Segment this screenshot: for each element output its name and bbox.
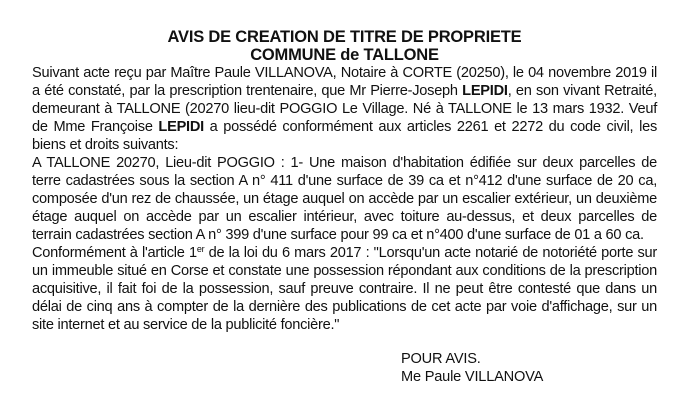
deed-text-part3: a possédé conformément aux articles 2261 et 2272 du code civil, les biens et droits suivants: [32,119,657,153]
signature-block [401,350,543,386]
ordinal-superscript: er [196,244,205,254]
owner-name: LEPIDI [462,83,508,99]
deed-text-part1: Suivant acte reçu par Maître Paule VILLANOVA, Notaire à CORTE (20250), le 04 novembre 2019 il a été constaté, par la prescription trentenaire, que Mr Pierre-Joseph [32,65,657,99]
paragraph-deed [32,64,657,154]
notice-body [32,64,657,334]
notice-title: AVIS DE CREATION DE TITRE DE PROPRIETE [167,28,522,46]
signature-notary: Me Paule VILLANOVA [401,369,544,385]
spouse-name: LEPIDI [158,119,204,135]
notice-document [32,28,657,334]
law-text-part2: de la loi du 6 mars 2017 : "Lorsqu'un acte notarié de notoriété porte sur un immeuble situé en Corse et constate une possession répondant aux conditions de la prescription acquisitive, il fait foi de la possession, sauf preuve contraire. Il ne peut être contesté que dans un délai de cinq ans à compter de la dernière des publications de cet acte par voie d'affichage, sur un site internet et au service de la publicité foncière." [32,245,657,333]
paragraph-law [32,244,657,334]
notice-subtitle: COMMUNE de TALLONE [250,46,439,64]
law-text-part1: Conformément à l'article 1 [32,245,197,261]
deed-text-part2: , en son vivant Retraité, demeurant à TALLONE (20270 lieu-dit POGGIO Le Village. Né à TALLONE le 13 mars 1932. Veuf de Mme Françoise [32,83,657,135]
signature-pour-avis: POUR AVIS. [401,351,481,367]
paragraph-property: A TALLONE 20270, Lieu-dit POGGIO : 1- Une maison d'habitation édifiée sur deux parcelles de terre cadastrées sous la section A n° 411 d'une surface de 39 ca et n°412 d'une surface de 20 ca, composée d'un rez de chaussée, un étage auquel on accède par un escalier extérieur, un deuxième étage auquel on accède par un escalier intérieur, avec toiture au-dessus, et deux parcelles de terrain cadastrées section A n° 399 d'une surface pour 99 ca et n°400 d'une surface de 01 a 60 ca. [32,155,657,243]
